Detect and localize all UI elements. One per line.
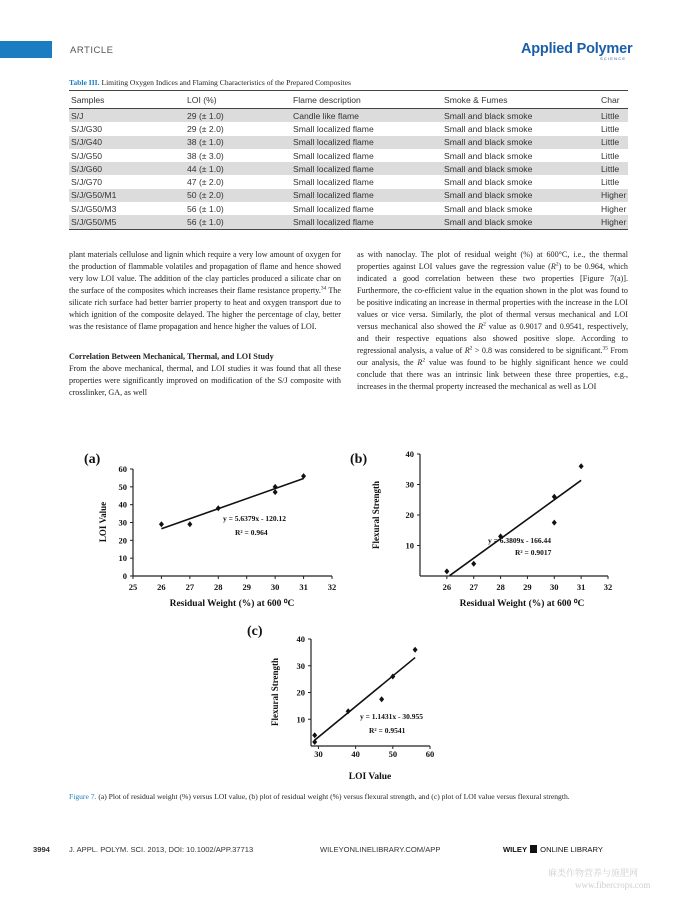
body-paragraph: From the above mechanical, thermal, and LOI studies it was found that all these properties were significantly improved on modification of the S/J composite with crosslinker, GA, as well (69, 364, 341, 397)
table-cell: Little (599, 109, 628, 123)
table-cell: Small and black smoke (442, 109, 599, 123)
journal-logo: Applied Polymer (521, 41, 633, 57)
y-tick-label: 30 (405, 479, 414, 490)
figure-caption-text: (a) Plot of residual weight (%) versus LOI value, (b) plot of residual weight (%) versus flexural strength, and (c) plot of LOI value versus flexural strength. (98, 792, 570, 801)
r-squared-label: R² = 0.964 (235, 528, 268, 537)
x-axis-title: Residual Weight (%) at 600 ⁰C (169, 599, 295, 609)
table-cell: Small localized flame (293, 123, 374, 134)
table-cell: 44 (± 1.0) (185, 162, 291, 175)
table-cell: 38 (± 1.0) (185, 136, 291, 149)
table-cell: Candle like flame (291, 109, 442, 123)
x-tick-label: 26 (157, 582, 166, 592)
x-tick-label: 31 (299, 582, 308, 592)
y-tick-label: 10 (405, 540, 414, 551)
r-squared-label: R² = 0.9541 (369, 726, 406, 735)
publisher-suffix: ONLINE LIBRARY (540, 845, 603, 854)
table-cell: Little (601, 123, 620, 134)
x-tick-label: 29 (523, 582, 532, 592)
table-cell: Little (601, 177, 620, 188)
trendline (450, 480, 582, 575)
table-cell: S/J/G60 (69, 162, 185, 175)
table-header-cell: Smoke & Fumes (442, 91, 599, 109)
data-point (471, 561, 476, 567)
table-cell: Small and black smoke (444, 203, 533, 214)
table-cell: S/J (69, 109, 185, 123)
data-point (413, 647, 418, 653)
reference-marker: 35 (602, 345, 608, 352)
table-cell: 56 (± 1.0) (187, 203, 224, 214)
table-cell: Small and black smoke (442, 189, 599, 202)
book-icon (530, 845, 537, 853)
publisher-name: WILEY (503, 845, 527, 854)
table-cell: 29 (± 1.0) (185, 109, 291, 123)
data-point (379, 696, 384, 702)
x-tick-label: 28 (214, 582, 223, 592)
table-cell: S/J/G70 (71, 177, 103, 188)
table-cell: Small and black smoke (442, 215, 599, 229)
table-header-cell: Char (599, 91, 628, 109)
body-paragraph: plant materials cellulose and lignin which require a very low amount of oxygen for the production of flammable volatiles and propagation of flame and hence showed very low LOI value. The addition of the clay particles produced a silicate char on the surface of the composites which increases their flame resistance property.$^{34}$ The silicate rich surface had better barrier property to heat and oxygen transport due to which ignition of the composite delayed. The higher the percentage of clay, better was the resistance of flame propagation and hence higher the values of LOI. (69, 250, 341, 331)
y-tick-label: 40 (118, 499, 127, 510)
y-tick-label: 40 (296, 634, 305, 644)
table-cell: Higher (599, 215, 628, 229)
x-axis-title: Residual Weight (%) at 600 ⁰C (459, 599, 585, 609)
table-cell: Small localized flame (291, 189, 442, 202)
regression-equation: y = 5.6379x - 120.12 (223, 514, 287, 523)
x-tick-label: 50 (388, 749, 398, 759)
x-tick-label: 31 (576, 582, 586, 592)
x-tick-label: 30 (550, 582, 559, 592)
watermark-url: www.fibercrops.com (575, 880, 651, 890)
table-cell: S/J/G50 (71, 150, 103, 161)
table-header-cell: LOI (%) (185, 91, 291, 109)
x-tick-label: 28 (496, 582, 505, 592)
x-tick-label: 32 (603, 582, 613, 592)
table-cell: Small and black smoke (444, 123, 533, 134)
body-paragraph: as with nanoclay. The plot of residual weight (%) at 600°C, i.e., the thermal properties against LOI values gave the regression value $(R^2)$ to be 0.964, which indicated a good correlation between these two properties [Figure 7(a)]. Furthermore, the co-efficient value in the equation shown in the plot was found to be positive indicating an increase in thermal properties with the increase in the LOI values or vice versa. Similarly, the plot of thermal versus mechanical and LOI versus mechanical also showed the $R^2$ value as 0.9017 and 0.9541, respectively, and their respective equations also showed positive slope. According to regressional analysis, a value of $R^2 > 0.8$ was considered to be significant.$^{35}$ From our analysis, the $R^2$ value was found to be highly significant hence we could conclude that there was an intrinsic link between these three properties, e.g., increases in the thermal property increased the mechanical as well as LOI (357, 250, 629, 391)
table-cell: S/J/G30 (71, 123, 103, 134)
section-label: ARTICLE (70, 45, 114, 56)
table-cell: 50 (± 2.0) (185, 189, 291, 202)
panel-label: (c) (247, 624, 263, 639)
table-cell: Small localized flame (293, 177, 374, 188)
x-tick-label: 25 (128, 582, 138, 592)
panel-label: (a) (84, 452, 101, 467)
table-cell: 38 (± 3.0) (187, 150, 224, 161)
table-cell: Higher (601, 190, 627, 201)
footer-site: WILEYONLINELIBRARY.COM/APP (320, 845, 441, 854)
y-tick-label: 20 (296, 687, 305, 698)
regression-equation: y = 1.1431x - 30.955 (360, 712, 424, 721)
regression-equation: y = 6.3809x - 166.44 (488, 536, 552, 545)
table-cell: Small localized flame (291, 162, 442, 175)
table-cell: Small and black smoke (444, 150, 533, 161)
y-tick-label: 60 (118, 464, 127, 474)
figure-caption-label: Figure 7. (69, 792, 97, 801)
table-header-cell: Flame description (291, 91, 442, 109)
data-point (444, 568, 449, 574)
data-point (312, 739, 317, 745)
y-axis-title: Flexural Strength (270, 657, 280, 727)
table-cell: S/J/G40 (69, 136, 185, 149)
table-cell: Small localized flame (291, 136, 442, 149)
data-point (273, 489, 278, 495)
data-point (159, 521, 164, 527)
section-heading: Correlation Between Mechanical, Thermal, and LOI Study (69, 352, 274, 361)
table-cell: 47 (± 2.0) (187, 177, 224, 188)
figure-caption (69, 791, 629, 803)
x-tick-label: 29 (242, 582, 251, 592)
x-tick-label: 32 (327, 582, 337, 592)
data-point (301, 473, 306, 479)
table-cell: Small and black smoke (442, 162, 599, 175)
table-cell: Small localized flame (293, 203, 374, 214)
y-tick-label: 40 (405, 449, 414, 459)
footer-citation: J. APPL. POLYM. SCI. 2013, DOI: 10.1002/APP.37713 (69, 845, 254, 854)
x-tick-label: 30 (270, 582, 280, 592)
page-number: 3994 (33, 845, 50, 854)
y-tick-label: 0 (122, 571, 127, 581)
y-tick-label: 30 (296, 660, 305, 671)
y-tick-label: 20 (118, 535, 127, 546)
table-cell: Higher (601, 203, 627, 214)
y-tick-label: 20 (405, 510, 414, 520)
x-tick-label: 30 (314, 749, 323, 759)
table-cell: S/J/G50/M1 (69, 189, 185, 202)
table-cell: Small and black smoke (444, 177, 533, 188)
y-tick-label: 50 (118, 481, 127, 492)
x-axis-title: LOI Value (348, 772, 392, 782)
table-header-cell: Samples (69, 91, 185, 109)
x-tick-label: 26 (442, 582, 452, 592)
data-point (187, 521, 192, 527)
data-point (216, 505, 221, 511)
data-point (579, 463, 584, 469)
data-point (552, 520, 557, 526)
table-cell: S/J/G50/M3 (71, 203, 117, 214)
table-cell: Small and black smoke (442, 136, 599, 149)
table-cell: 29 (± 2.0) (187, 123, 224, 134)
r-squared-label: R² = 0.9017 (515, 548, 552, 557)
y-axis-title: Flexural Strength (371, 480, 381, 550)
panel-label: (b) (350, 452, 368, 467)
journal-logo-sub: SCIENCE (600, 56, 627, 61)
x-tick-label: 27 (469, 582, 478, 592)
x-tick-label: 27 (185, 582, 195, 592)
x-tick-label: 40 (351, 749, 360, 759)
publisher-logo (503, 845, 603, 854)
y-tick-label: 10 (118, 553, 127, 564)
data-point (312, 732, 317, 738)
y-tick-label: 10 (296, 714, 305, 725)
table-caption-text: Limiting Oxygen Indices and Flaming Characteristics of the Prepared Composites (101, 78, 351, 87)
table-cell: Small localized flame (293, 150, 374, 161)
table-cell: Little (599, 162, 628, 175)
table-cell: Little (599, 136, 628, 149)
y-axis-title: LOI Value (98, 501, 108, 543)
table-cell: S/J/G50/M5 (69, 215, 185, 229)
x-tick-label: 60 (425, 749, 435, 759)
table-cell: Small localized flame (291, 215, 442, 229)
table-caption-label: Table III. (69, 78, 100, 87)
table-cell: 56 (± 1.0) (185, 215, 291, 229)
reference-marker: 34 (320, 285, 327, 292)
y-tick-label: 30 (118, 517, 127, 528)
table-cell: Little (601, 150, 620, 161)
watermark-cn: 麻类作物营养与施肥网 (548, 868, 639, 878)
